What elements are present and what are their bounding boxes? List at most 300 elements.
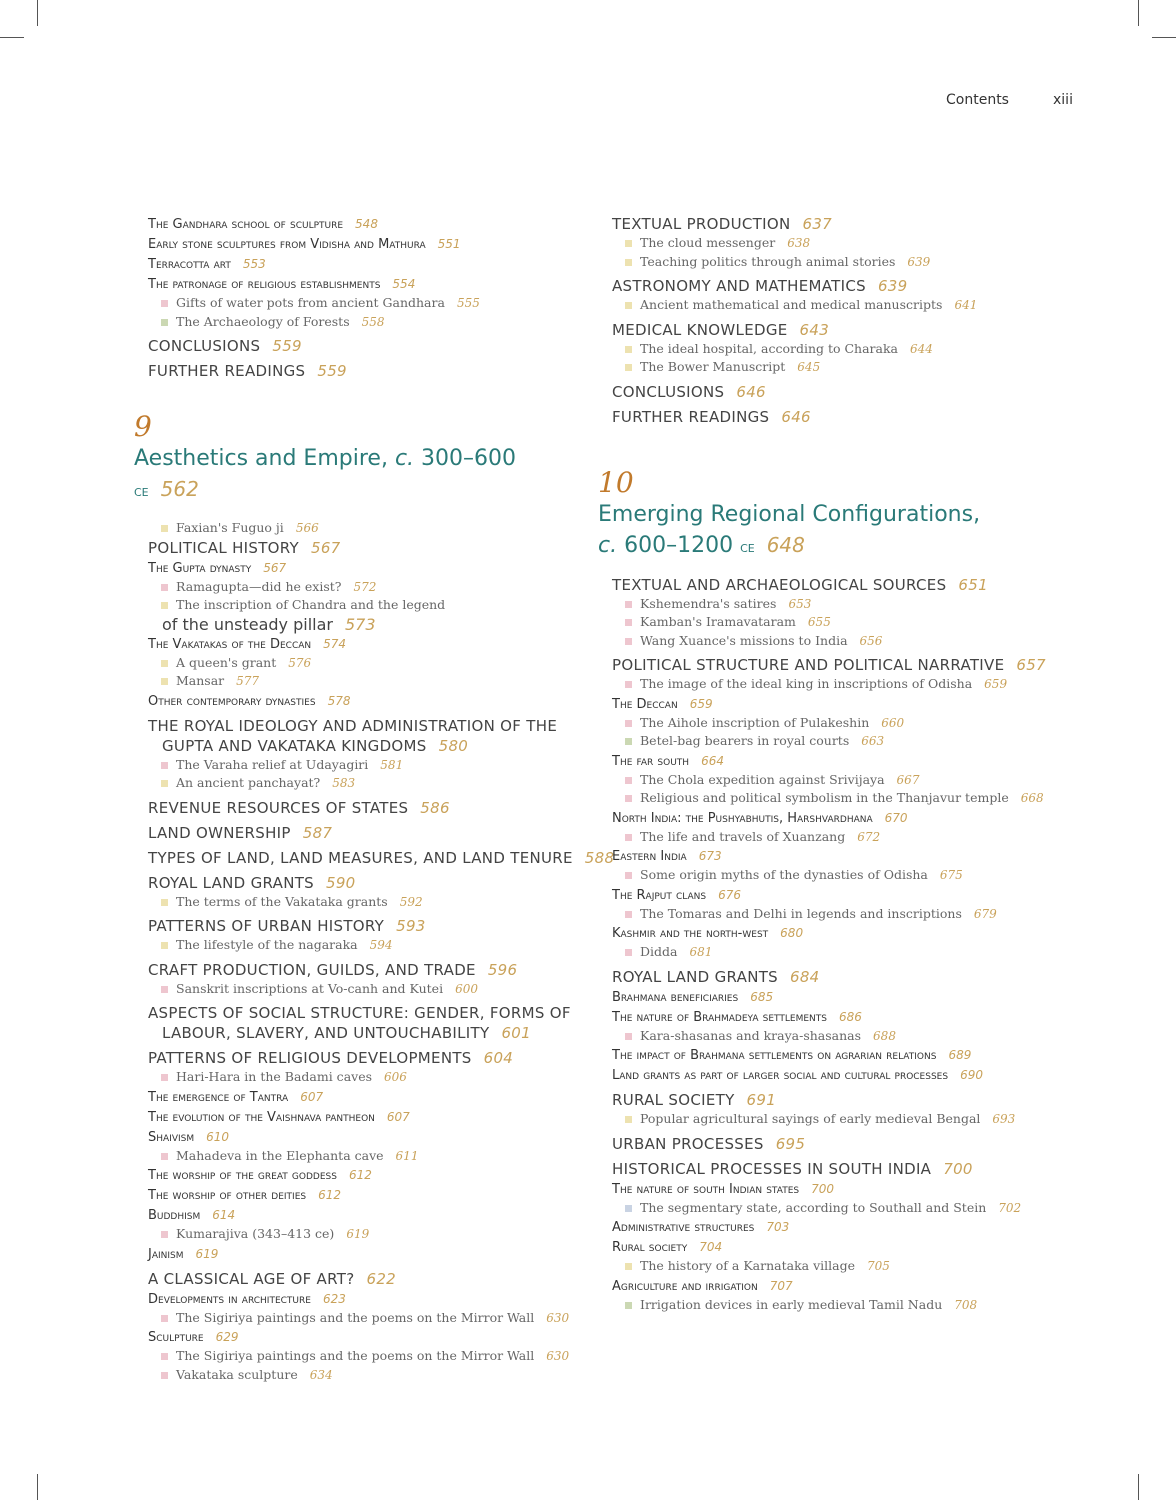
entry-title: Gifts of water pots from ancient Gandhara (176, 295, 445, 310)
boxed-feature-entry (148, 1068, 578, 1087)
boxed-feature-entry (148, 313, 578, 332)
entry-title: The evolution of the Vaishnava pantheon (148, 1109, 375, 1125)
toc-entry (612, 1090, 1052, 1110)
entry-title: The Varaha relief at Udayagiri (176, 756, 369, 772)
boxed-feature-entry (612, 1296, 1052, 1315)
page-ref: 630 (546, 1310, 570, 1325)
page-ref: 614 (212, 1208, 236, 1222)
toc-entry (612, 1179, 1052, 1199)
entry-title: Administrative structures (612, 1220, 755, 1235)
page-ref: 612 (348, 1168, 372, 1182)
toc-entry (612, 1237, 1052, 1257)
page-ref: 651 (958, 575, 988, 594)
entry-title: Hari-Hara in the Badami caves (176, 1069, 373, 1084)
page-ref: 641 (954, 298, 978, 312)
page-ref: 675 (939, 868, 963, 882)
entry-title: PATTERNS OF RELIGIOUS DEVELOPMENTS (148, 1049, 472, 1067)
entry-title: Mahadeva in the Elephanta cave (176, 1147, 384, 1163)
page-ref: 630 (546, 1349, 570, 1363)
chapter-title-text: Aesthetics and Empire, (134, 446, 395, 471)
entry-title: URBAN PROCESSES (612, 1134, 764, 1153)
running-header (946, 92, 1073, 108)
toc-entry (612, 923, 1052, 943)
page-ref: 646 (736, 382, 766, 401)
page-ref: 700 (811, 1181, 834, 1196)
chapter-number: 10 (598, 465, 634, 499)
entry-title: The worship of other deities (148, 1188, 307, 1203)
page-ref: 588 (584, 848, 615, 867)
page-ref: 593 (396, 917, 426, 935)
page-ref: 572 (353, 579, 377, 594)
page-ref: 657 (1016, 656, 1046, 674)
entry-title: CONCLUSIONS (612, 382, 725, 401)
toc-entry (148, 960, 578, 980)
entry-title: CONCLUSIONS (148, 337, 261, 355)
page-ref: 660 (881, 715, 905, 730)
page-ref: 638 (787, 236, 811, 250)
entry-title: Ancient mathematical and medical manuscripts (640, 297, 943, 312)
entry-title: The Bower Manuscript (640, 359, 786, 374)
toc-entry (612, 1045, 1052, 1065)
boxed-feature-entry (148, 654, 578, 673)
entry-title: Popular agricultural sayings of early medieval Bengal (640, 1111, 981, 1126)
page-ref: 664 (701, 753, 724, 768)
toc-entry (612, 214, 1052, 234)
entry-title: The history of a Karnataka village (640, 1258, 855, 1273)
toc-entry (148, 716, 578, 736)
toc-entry (148, 254, 578, 274)
page-ref: 622 (366, 1269, 397, 1288)
boxed-feature-entry (148, 672, 578, 691)
boxed-feature-entry (148, 596, 578, 615)
entry-title: FURTHER READINGS (148, 362, 306, 380)
entry-title: THE ROYAL IDEOLOGY AND ADMINISTRATION OF THE (148, 716, 558, 735)
page-ref: 703 (766, 1220, 790, 1234)
page-ref: 656 (859, 633, 883, 648)
entry-title: The segmentary state, according to Southall and Stein (640, 1199, 987, 1215)
toc-entry (612, 967, 1052, 987)
entry-title: POLITICAL HISTORY (148, 538, 299, 557)
entry-title: Didda (640, 944, 678, 959)
page-ref: 610 (206, 1129, 230, 1144)
page-ref: 612 (318, 1188, 342, 1202)
page-ref: 590 (326, 873, 356, 892)
page-ref: 629 (215, 1330, 239, 1344)
page-ref: 611 (395, 1148, 419, 1163)
entry-title: Jainism (148, 1246, 184, 1262)
page-ref: 562 (160, 477, 199, 501)
entry-title: Mansar (176, 673, 225, 688)
entry-title: The life and travels of Xuanzang (640, 828, 846, 844)
entry-title: TYPES OF LAND, LAND MEASURES, AND LAND TENURE (148, 848, 573, 867)
toc-entry (612, 1134, 1052, 1154)
entry-title: LABOUR, SLAVERY, AND UNTOUCHABILITY (162, 1024, 490, 1042)
boxed-feature-entry (148, 519, 578, 538)
entry-title: POLITICAL STRUCTURE AND POLITICAL NARRATIVE (612, 656, 1005, 674)
page-ref: 578 (327, 693, 351, 708)
boxed-feature-entry (612, 1257, 1052, 1276)
page-ref: 691 (746, 1091, 777, 1109)
toc-entry (612, 751, 1052, 771)
page-ref: 653 (788, 596, 812, 611)
page-ref: 643 (799, 320, 830, 339)
page-ref: 702 (998, 1200, 1022, 1215)
entry-title: TEXTUAL AND ARCHAEOLOGICAL SOURCES (612, 575, 947, 594)
entry-title: CRAFT PRODUCTION, GUILDS, AND TRADE (148, 960, 476, 979)
entry-title: ROYAL LAND GRANTS (612, 967, 778, 986)
toc-entry (148, 234, 578, 254)
page-ref: 576 (288, 655, 312, 670)
crop-mark (1138, 0, 1139, 26)
toc-entry (148, 1127, 578, 1147)
page-ref: 548 (355, 217, 378, 231)
page-ref: 551 (437, 237, 461, 251)
toc-entry (612, 846, 1052, 866)
entry-title: The lifestyle of the nagaraka (176, 937, 358, 952)
boxed-feature-entry (612, 253, 1052, 272)
page-ref: 592 (399, 894, 423, 909)
entry-title: PATTERNS OF URBAN HISTORY (148, 917, 385, 935)
entry-title: REVENUE RESOURCES OF STATES (148, 798, 409, 817)
entry-title: TEXTUAL PRODUCTION (612, 215, 791, 233)
page-ref: 607 (300, 1089, 324, 1104)
toc-entry (148, 798, 578, 818)
page-ref: 704 (699, 1240, 723, 1254)
entry-title: Wang Xuance's missions to India (640, 632, 848, 648)
page-ref: 559 (317, 362, 347, 380)
boxed-feature-entry (612, 1199, 1052, 1218)
page-ref: 655 (807, 615, 831, 629)
boxed-feature-entry (612, 771, 1052, 790)
chapter-circa: c. (598, 532, 618, 558)
page-ref: 680 (780, 926, 804, 940)
chapter-number: 9 (134, 410, 152, 443)
toc-entry (148, 848, 615, 868)
entry-title: Kshemendra's satires (640, 595, 777, 611)
toc-entry (612, 320, 1052, 340)
page-ref: 566 (295, 521, 319, 535)
page-ref: 684 (790, 967, 820, 986)
entry-title: The Tomaras and Delhi in legends and inscriptions (640, 905, 962, 921)
toc-entry (612, 1159, 1052, 1179)
toc-entry (612, 694, 1052, 714)
page-ref: 558 (361, 314, 385, 329)
page-ref: 685 (750, 989, 774, 1004)
toc-entry (148, 823, 578, 843)
toc-entry (148, 873, 578, 893)
chapter-dates: 600–1200 (617, 532, 741, 558)
page-ref: 600 (455, 981, 478, 996)
entry-title: Religious and political symbolism in the Thanjavur temple (640, 790, 1009, 805)
boxed-feature-entry (612, 1027, 1052, 1046)
page-ref: 586 (420, 798, 450, 817)
entry-title: The Rajput clans (612, 887, 707, 903)
page-ref: 681 (689, 945, 713, 959)
chapter-circa: c. (394, 446, 415, 471)
entry-title: The Chola expedition against Srivijaya (640, 771, 885, 787)
chapter-title (598, 499, 1052, 563)
crop-mark (37, 1474, 38, 1500)
boxed-feature-entry (148, 936, 578, 955)
page-ref: 619 (195, 1246, 219, 1261)
page-ref: 606 (384, 1070, 407, 1084)
page-ref: 663 (861, 734, 885, 748)
entry-title: The terms of the Vakataka grants (176, 893, 388, 909)
page-ref: 648 (766, 532, 805, 557)
boxed-feature-entry (612, 675, 1052, 694)
toc-entry (148, 214, 578, 234)
entry-title: The far south (612, 753, 690, 769)
page-ref: 673 (698, 849, 722, 863)
entry-title: Buddhism (148, 1208, 201, 1223)
entry-title: A queen's grant (176, 654, 277, 670)
boxed-feature-entry (612, 1110, 1052, 1129)
boxed-feature-entry (148, 756, 578, 775)
entry-title: Kamban's Iramavataram (640, 614, 796, 629)
entry-title: Terracotta art (148, 257, 231, 272)
entry-title: MEDICAL KNOWLEDGE (612, 320, 788, 339)
entry-title: Early stone sculptures from Vidisha and Mathura (148, 237, 426, 252)
boxed-feature-entry (612, 358, 1052, 377)
entry-title: Brahmana beneficiaries (612, 989, 739, 1005)
toc-entry (148, 274, 578, 294)
boxed-feature-entry (148, 893, 578, 912)
entry-title: Irrigation devices in early medieval Tamil Nadu (640, 1296, 943, 1312)
toc-entry (612, 276, 1052, 296)
page-ref: 705 (866, 1259, 890, 1273)
page-ref: 690 (960, 1068, 983, 1082)
entry-title: Some origin myths of the dynasties of Odisha (640, 867, 928, 882)
toc-entry (148, 1205, 578, 1225)
page-ref: 695 (775, 1134, 806, 1153)
boxed-feature-entry (612, 943, 1052, 962)
boxed-feature-entry (148, 294, 578, 313)
boxed-feature-entry (148, 980, 578, 999)
boxed-feature-entry (612, 595, 1052, 614)
entry-title: A CLASSICAL AGE OF ART? (148, 1269, 355, 1288)
page-ref: 667 (896, 772, 920, 787)
toc-entry (148, 615, 578, 634)
page-ref: 659 (984, 677, 1008, 691)
page-ref: 577 (236, 674, 260, 688)
page-ref: 686 (838, 1009, 862, 1024)
toc-entry (148, 1244, 578, 1264)
page-ref: 567 (263, 560, 287, 575)
boxed-feature-entry (148, 1309, 578, 1328)
entry-title: The emergence of Tantra (148, 1089, 289, 1105)
boxed-feature-entry (148, 1225, 578, 1244)
running-title: Contents (946, 92, 1009, 108)
boxed-feature-entry (612, 613, 1052, 632)
entry-title: The inscription of Chandra and the legend (176, 597, 446, 612)
entry-title: Teaching politics through animal stories (640, 253, 896, 269)
page-ref: 555 (456, 296, 480, 310)
entry-title: Eastern India (612, 849, 687, 864)
toc-entry (148, 361, 578, 381)
toc-entry (148, 736, 578, 756)
page-ref: 573 (344, 614, 376, 634)
entry-title: Faxian's Fuguo ji (176, 520, 284, 535)
page-ref: 676 (718, 887, 742, 902)
page-ref: 670 (884, 810, 908, 825)
toc-entry (612, 655, 1052, 675)
page-ref: 700 (943, 1159, 973, 1178)
toc-entry (612, 885, 1052, 905)
toc-entry (612, 1276, 1052, 1296)
entry-title: The Sigiriya paintings and the poems on the Mirror Wall (176, 1309, 535, 1325)
entry-title: The cloud messenger (640, 235, 776, 250)
entry-title: The impact of Brahmana settlements on agrarian relations (612, 1048, 937, 1063)
page-ref: 693 (992, 1112, 1016, 1126)
toc-entry (612, 1065, 1052, 1085)
page-ref: 672 (857, 829, 881, 844)
toc-entry (148, 1023, 578, 1043)
crop-mark (1152, 37, 1176, 38)
page-ref: 574 (323, 636, 347, 651)
boxed-feature-entry (612, 828, 1052, 847)
toc-entry (148, 1003, 578, 1023)
crop-mark (37, 0, 38, 26)
entry-title: ROYAL LAND GRANTS (148, 873, 314, 892)
page-ref: 708 (954, 1297, 978, 1312)
page-ref: 559 (272, 337, 302, 355)
toc-entry (612, 407, 1052, 427)
page-ref: 554 (392, 277, 416, 291)
page-ref: 567 (311, 538, 341, 557)
entry-title: The ideal hospital, according to Charaka (640, 340, 899, 356)
entry-title: Vakataka sculpture (176, 1366, 298, 1382)
boxed-feature-entry (612, 234, 1052, 253)
left-column (134, 214, 615, 1384)
page-ref: 639 (907, 254, 931, 269)
page-ref: 594 (369, 938, 393, 952)
entry-title: Developments in architecture (148, 1291, 311, 1307)
toc-entry (612, 1217, 1052, 1237)
entry-title: The Vakatakas of the Deccan (148, 636, 312, 652)
crop-mark (1138, 1474, 1139, 1500)
page-ref: 601 (501, 1024, 531, 1042)
toc-entry (148, 538, 578, 558)
boxed-feature-entry (612, 296, 1052, 315)
page-ref: 659 (689, 696, 713, 711)
entry-title: Sanskrit inscriptions at Vo-canh and Kutei (176, 980, 444, 996)
entry-title: Kara-shasanas and kraya-shasanas (640, 1027, 862, 1043)
toc-entry (148, 691, 578, 711)
entry-title: ASPECTS OF SOCIAL STRUCTURE: GENDER, FORMS OF (148, 1004, 571, 1022)
page-ref: 644 (910, 341, 933, 356)
entry-title: The Gandhara school of sculpture (148, 217, 344, 232)
toc-entry (148, 336, 578, 356)
entry-title: Kumarajiva (343–413 ce) (176, 1226, 335, 1241)
page-ref: 639 (877, 277, 908, 295)
entry-title: Other contemporary dynasties (148, 693, 316, 709)
page-ref: 689 (948, 1048, 972, 1062)
entry-title: The Aihole inscription of Pulakeshin (640, 714, 870, 730)
chapter-title (134, 443, 578, 507)
entry-title: Kashmir and the north-west (612, 926, 769, 941)
entry-title: HISTORICAL PROCESSES IN SOUTH INDIA (612, 1159, 932, 1178)
boxed-feature-entry (612, 340, 1052, 359)
boxed-feature-entry (612, 714, 1052, 733)
entry-title: The worship of the great goddess (148, 1168, 337, 1183)
toc-entry (148, 558, 578, 578)
toc-entry (148, 1185, 578, 1205)
page-number: xiii (1053, 92, 1073, 108)
toc-entry (612, 382, 1052, 402)
chapter-era: ce (134, 482, 149, 500)
toc-entry (148, 916, 578, 936)
chapter-era: ce (740, 537, 755, 556)
toc-entry (612, 987, 1052, 1007)
entry-title: Sculpture (148, 1330, 204, 1345)
boxed-feature-entry (612, 732, 1052, 751)
page-ref: 623 (322, 1291, 346, 1306)
page-ref: 581 (380, 757, 404, 772)
toc-entry (148, 1087, 578, 1107)
toc-entry (148, 1048, 578, 1068)
entry-title: The Sigiriya paintings and the poems on the Mirror Wall (176, 1348, 535, 1363)
page-ref: 668 (1020, 791, 1044, 805)
toc-entry (148, 1107, 578, 1127)
entry-title: Agriculture and irrigation (612, 1278, 758, 1294)
chapter-title-text: Emerging Regional Configurations, (598, 501, 981, 527)
entry-title: Betel-bag bearers in royal courts (640, 733, 850, 748)
entry-title: LAND OWNERSHIP (148, 823, 291, 842)
entry-title: of the unsteady pillar (162, 614, 333, 634)
page-ref: 707 (769, 1278, 793, 1293)
entry-title: The Deccan (612, 696, 678, 712)
boxed-feature-entry (612, 789, 1052, 808)
page-ref: 679 (973, 906, 997, 921)
entry-title: An ancient panchayat? (176, 775, 321, 790)
page-ref: 634 (309, 1367, 333, 1382)
page-ref: 619 (346, 1227, 370, 1241)
toc-entry (148, 1165, 578, 1185)
page-ref: 637 (802, 215, 833, 233)
toc-entry (612, 1007, 1052, 1027)
boxed-feature-entry (612, 905, 1052, 924)
toc-entry (148, 1289, 578, 1309)
page-ref: 688 (873, 1028, 896, 1043)
boxed-feature-entry (148, 1347, 578, 1366)
page-ref: 596 (487, 960, 518, 979)
entry-title: Shaivism (148, 1129, 195, 1145)
boxed-feature-entry (148, 578, 578, 597)
entry-title: ASTRONOMY AND MATHEMATICS (612, 277, 866, 295)
entry-title: The image of the ideal king in inscriptions of Odisha (640, 676, 973, 691)
entry-title: The nature of south Indian states (612, 1181, 800, 1197)
toc-entry (612, 575, 1052, 595)
entry-title: The Archaeology of Forests (176, 313, 350, 329)
page-ref: 587 (302, 823, 333, 842)
page-ref: 607 (386, 1109, 410, 1124)
entry-title: The Gupta dynasty (148, 560, 252, 576)
entry-title: FURTHER READINGS (612, 407, 770, 426)
page-ref: 583 (332, 776, 356, 790)
boxed-feature-entry (612, 866, 1052, 885)
entry-title: The nature of Brahmadeya settlements (612, 1009, 827, 1025)
toc-entry (148, 1327, 578, 1347)
entry-title: RURAL SOCIETY (612, 1091, 735, 1109)
page-ref: 553 (242, 257, 266, 271)
boxed-feature-entry (612, 632, 1052, 651)
page-ref: 646 (781, 407, 811, 426)
boxed-feature-entry (148, 1366, 578, 1385)
entry-title: The patronage of religious establishments (148, 277, 381, 292)
entry-title: Rural society (612, 1240, 688, 1255)
entry-title: GUPTA AND VAKATAKA KINGDOMS (162, 736, 427, 755)
crop-mark (0, 37, 24, 38)
